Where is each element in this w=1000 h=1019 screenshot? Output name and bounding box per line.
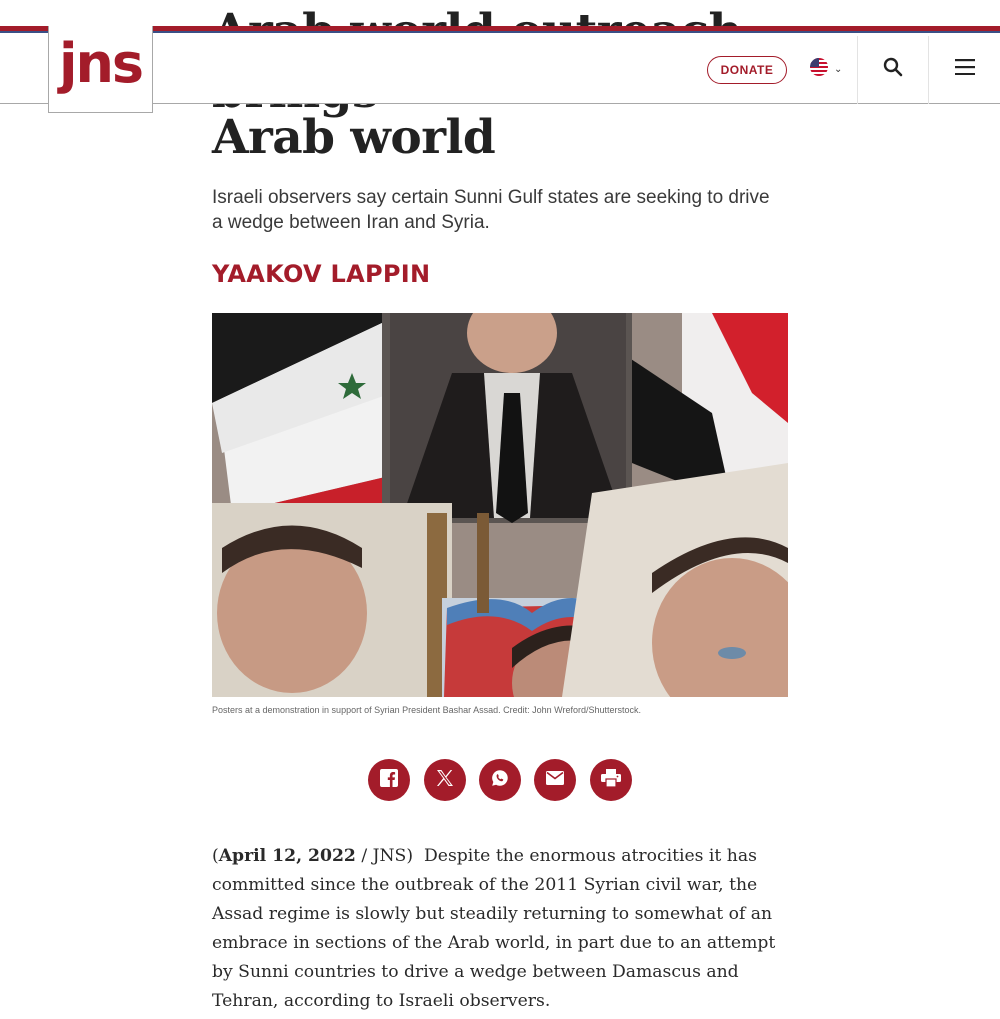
us-flag-icon bbox=[810, 58, 828, 81]
facebook-icon bbox=[380, 769, 398, 792]
whatsapp-icon bbox=[491, 769, 509, 792]
article-subhead: Israeli observers say certain Sunni Gulf states are seeking to drive a wedge between Iran and Syria. bbox=[212, 187, 770, 233]
share-facebook-button[interactable] bbox=[368, 759, 410, 801]
site-logo[interactable] bbox=[48, 26, 153, 113]
hamburger-menu-icon bbox=[955, 59, 975, 80]
x-icon bbox=[436, 769, 454, 792]
search-icon bbox=[883, 57, 903, 82]
header-divider bbox=[857, 36, 858, 104]
article-paragraph: Despite the enormous atrocities it has committed since the outbreak of the 2011 Syrian civil war, the Assad regime is slowly but steadily returning to somewhat of an embrace in sections of the Arab world, in part due to an attempt by Sunni countries to drive a wedge between Damascus and Tehran, according to Israeli observers. bbox=[212, 846, 776, 1011]
search-button[interactable] bbox=[876, 52, 910, 86]
article-date: April 12, 2022 bbox=[218, 846, 356, 866]
chevron-down-icon: ⌄ bbox=[834, 63, 843, 75]
share-x-button[interactable] bbox=[424, 759, 466, 801]
share-email-button[interactable] bbox=[534, 759, 576, 801]
email-icon bbox=[546, 771, 564, 790]
author-byline[interactable]: YAAKOV LAPPIN bbox=[212, 260, 431, 288]
dateline: (April 12, 2022 / JNS) bbox=[212, 846, 414, 866]
donate-button[interactable]: DONATE bbox=[707, 56, 787, 84]
print-icon bbox=[601, 769, 621, 792]
article-body bbox=[212, 842, 792, 1016]
logo-text: jns bbox=[58, 32, 143, 95]
hero-image bbox=[212, 313, 788, 697]
share-whatsapp-button[interactable] bbox=[479, 759, 521, 801]
print-button[interactable] bbox=[590, 759, 632, 801]
menu-button[interactable] bbox=[948, 52, 982, 86]
language-selector[interactable] bbox=[810, 58, 850, 80]
header-divider bbox=[928, 36, 929, 104]
article-source: JNS bbox=[372, 846, 407, 866]
headline: Arab world bbox=[212, 110, 496, 165]
image-caption: Posters at a demonstration in support of Syrian President Bashar Assad. Credit: John Wreford/Shutterstock. bbox=[212, 705, 642, 715]
